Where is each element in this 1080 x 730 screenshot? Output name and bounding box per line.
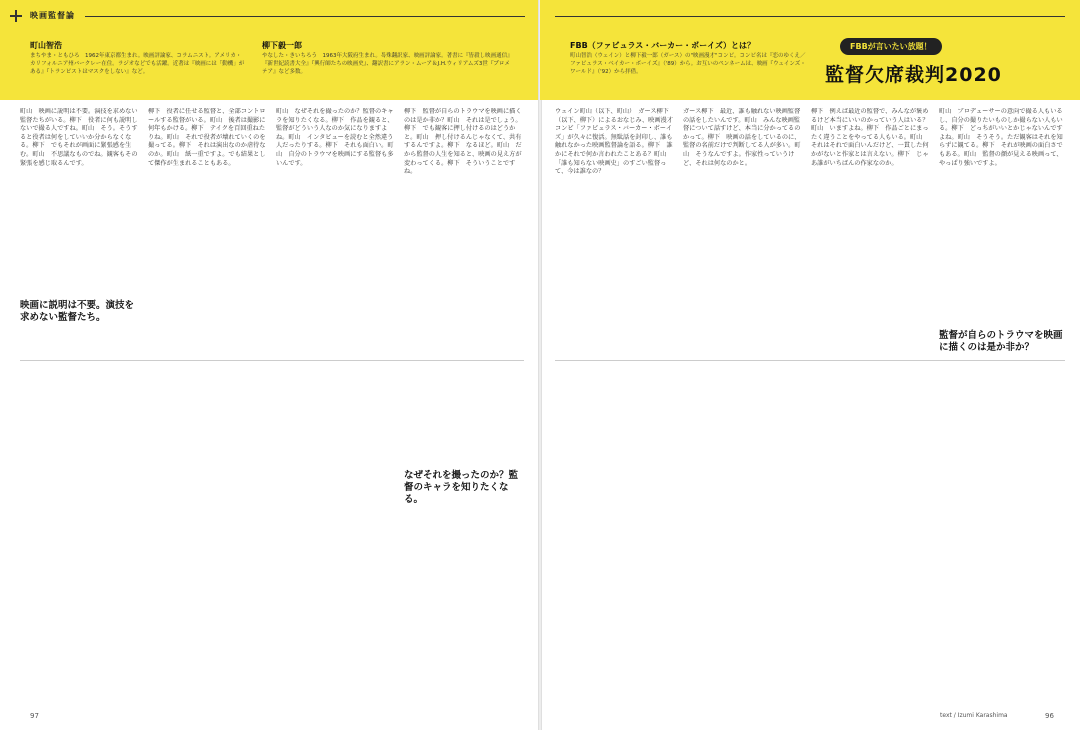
header-rule <box>85 16 525 17</box>
fbb-profile-title: FBB（ファビュラス・バーカー・ボーイズ）とは？ <box>570 41 756 50</box>
row-divider <box>20 360 524 361</box>
text-column-8: 町山 プロデューサーの意向で撮る人もいるし、自分の撮りたいものしか撮らない人もいる。柳下 どっちがいいとかじゃないんですよね。町山 そうそう。ただ観客はそれを知らずに観てる。柳下 それが映画の面白さでもある。町山 監督の顔が見える映画って、やっぱり強いですよ。 <box>939 108 1063 167</box>
text-column-4: 柳下 監督が自らのトラウマを映画に描くのは是か非か？町山 それは是でしょう。柳下 でも観客に押し付けるのはどうかと。町山 押し付けるんじゃなくて、共有するんですよ。柳下 なるほど。町山 だから監督の人生を知ると、映画の見え方が変わってくる。柳下 そういうことですね。 <box>404 108 522 176</box>
crosshair-mark <box>10 10 22 22</box>
heading-trauma: 監督が自らのトラウマを映画に描くのは是か非か？ <box>939 330 1063 353</box>
page-number-left: 97 <box>30 712 39 720</box>
text-column-1: 町山 映画に説明は不要。演技を求めない監督たちがいる。柳下 役者に何も説明しないで撮る人ですね。町山 そう。そうすると役者は何をしていいか分からなくなる。柳下 でもそれが画面に緊張感を生む。町山 不思議なものでね。観客もその緊張を感じ取るんです。 <box>20 108 138 167</box>
text-column-5: ウェイン町山（以下、町山） ガース柳下（以下、柳下）によるおなじみ、映画漫才コンビ「ファビュラス・バーカー・ボーイズ」が久々に復活。無駄話を封印し、誰も触れなかった映画監督論を語る。柳下 誰かにそれで何か言われたことある？町山 「誰も知らない映画史」のすごい監督って、今は誰なの？ <box>555 108 673 176</box>
text-column-2: 柳下 役者に任せる監督と、全部コントロールする監督がいる。町山 後者は撮影に何年もかける。柳下 テイクを百回重ねたりね。町山 それで役者が壊れていくのを撮ってる。柳下 それは演出なのか虐待なのか。町山 紙一重ですよ。でも結果として傑作が生まれることもある。 <box>148 108 266 167</box>
feature-title: 監督欠席裁判2020 <box>825 64 1002 86</box>
right-page <box>540 0 1080 730</box>
text-column-3: 町山 なぜそれを撮ったのか？監督のキャラを知りたくなる。柳下 作品を観ると、監督がどういう人なのか気になりますよね。町山 インタビューを読むと全然違う人だったりする。柳下 それも面白い。町山 自分のトラウマを映画にする監督も多いんです。 <box>276 108 394 167</box>
heading-why-shoot: なぜそれを撮ったのか？監督のキャラを知りたくなる。 <box>404 470 519 505</box>
profile-bio-machiyama: まちやま・ともひろ 1962年東京都生まれ。映画評論家、コラムニスト。アメリカ・カリフォルニア州バークレー在住。ラジオなどでも活躍。近著は『映画には「動機」がある』『トランピストはマスクをしない』など。 <box>30 53 245 75</box>
section-label: 映画監督論 <box>30 11 75 20</box>
fbb-profile-bio: 町山智浩（ウェイン）と柳下毅一郎（ガース）の"映画漫才"コンビ。コンビ名は『恋のゆくえ／ファビュラス・ベイカー・ボーイズ』（'89）から。お互いのペンネームは、映画『ウェインズ・ワールド』（'92）から拝借。 <box>570 53 806 75</box>
header-rule-right <box>555 16 1065 17</box>
page-number-right: 96 <box>1045 712 1054 720</box>
tagline-badge: FBBが言いたい放題！ <box>840 38 942 55</box>
text-column-7: 柳下 例えば最近の監督で、みんなが褒めるけど本当にいいのかっていう人はいる？町山 いますよね。柳下 作品ごとにまったく違うことをやってる人もいる。町山 それはそれで面白いんだけど、一貫した何かがないと作家とは言えない。柳下 じゃあ誰がいちばんの作家なのか。 <box>811 108 929 167</box>
text-credit: text / Izumi Karashima <box>940 712 1008 719</box>
text-column-6: ガース柳下 最近、誰も触れない映画監督の話をしたいんです。町山 みんな映画監督について話すけど、本当に分かってるのかって。柳下 映画の話をしているのに、監督の名前だけで判断してる人が多い。町山 そうなんですよ。作家性っていうけど、それは何なのかと。 <box>683 108 801 167</box>
heading-no-explanation: 映画に説明は不要。演技を求めない監督たち。 <box>20 300 135 323</box>
profile-name-yanashita: 柳下毅一郎 <box>262 41 302 50</box>
profile-bio-yanashita: やなした・きいちろう 1963年大阪府生まれ。특殊翻訳家、映画評論家。著書に『皆殺し映画通信』『新世紀読書大全』『興行師たちの映画史』、翻訳書にアラン・ムーア＆J.H.ウィリアムズ3世『プロメテア』など多数。 <box>262 53 510 75</box>
row-divider-right <box>555 360 1065 361</box>
profile-name-machiyama: 町山智浩 <box>30 41 62 50</box>
